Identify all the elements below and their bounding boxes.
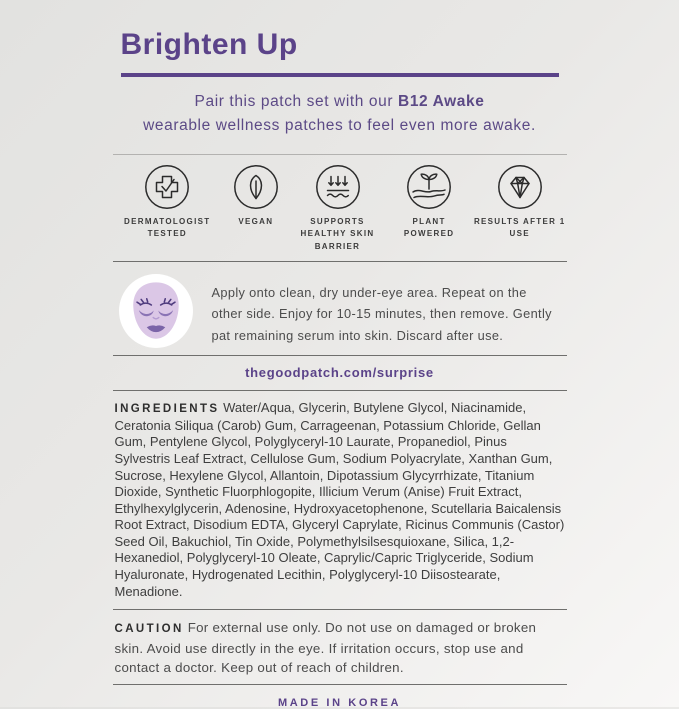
website-url: thegoodpatch.com/surprise — [245, 365, 434, 381]
made-in-korea-label: MADE IN KOREA — [277, 697, 402, 709]
skin-barrier-arrows-icon — [315, 164, 361, 210]
diamond-icon — [497, 164, 543, 210]
divider — [113, 609, 567, 610]
application-instructions-text: Apply onto clean, dry under-eye area. Repeat on the other side. Enjoy for 10-15 minutes, then remove. Gently pat remaining serum into skin. Discard after use. — [211, 285, 552, 343]
subtitle-line1 — [113, 90, 567, 114]
badge-label: DERMATOLOGIST TESTED — [124, 216, 211, 239]
badge-dermatologist-tested — [113, 164, 223, 241]
subtitle-text: Pair this patch set with our — [194, 93, 399, 110]
page-title: Brighten Up — [120, 28, 298, 61]
medical-cross-check-icon — [144, 164, 190, 210]
application-instructions — [119, 274, 561, 348]
caution-text: For external use only. Do not use on damaged or broken skin. Avoid use directly in the eye. If irritation occurs, stop use and contact a doctor. Keep out of reach of children. — [114, 620, 537, 676]
face-under-eye-patch-icon — [119, 274, 193, 348]
subtitle-line2: wearable wellness patches to feel even more awake. — [143, 117, 536, 135]
badge-results-after-1-use — [473, 164, 567, 241]
badge-label: VEGAN — [238, 216, 274, 226]
badge-vegan — [225, 164, 287, 228]
ingredients-label: INGREDIENTS — [114, 403, 220, 416]
leaf-icon — [233, 164, 279, 210]
ingredients-section — [115, 400, 565, 600]
caution-label: CAUTION — [114, 623, 184, 636]
badge-label: PLANT POWERED — [403, 216, 455, 239]
badge-plant-powered — [388, 164, 470, 241]
badge-skin-barrier — [290, 164, 386, 253]
caution-section — [115, 618, 565, 677]
title-underline-rule — [121, 73, 559, 77]
badge-label: RESULTS AFTER 1 USE — [473, 216, 566, 239]
subtitle — [113, 90, 567, 139]
plant-sprout-icon — [406, 164, 452, 210]
badge-label: SUPPORTS HEALTHY SKIN BARRIER — [300, 216, 375, 251]
certification-badges-row — [113, 164, 567, 253]
divider — [113, 154, 567, 155]
ingredients-text: Water/Aqua, Glycerin, Butylene Glycol, Niacinamide, Ceratonia Siliqua (Carob) Gum, Carrageenan, Potassium Chloride, Gellan Gum, Pentylene Glycol, Polyglyceryl-10 Laurate, Propanediol, Pinus Sylvestris Leaf Extract, Cellulose Gum, Sodium Polyacrylate, Xanthan Gum, Sucrose, Hexylene Glycol, Allantoin, Dipotassium Glycyrrhizate, Titanium Dioxide, Synthetic Fluorphlogopite, Illicium Verum (Anise) Fruit Extract, Ethylhexylglycerin, Adenosine, Hydroxyacetophenone, Scutellaria Baicalensis Root Extract, Disodium EDTA, Glyceryl Caprylate, Ricinus Communis (Castor) Seed Oil, Bakuchiol, Tin Oxide, Polymethylsilsesquioxane, Silica, 1,2-Hexanediol, Polyglyceryl-10 Oleate, Caprylic/Capric Triglyceride, Sodium Hyaluronate, Hydrogenated Lecithin, Polyglyceryl-10 Diisostearate, Menadione. — [114, 400, 565, 599]
divider — [113, 261, 567, 262]
divider — [113, 684, 567, 685]
product-info-panel — [113, 28, 567, 709]
subtitle-highlight: B12 Awake — [398, 93, 485, 110]
divider — [113, 390, 567, 391]
